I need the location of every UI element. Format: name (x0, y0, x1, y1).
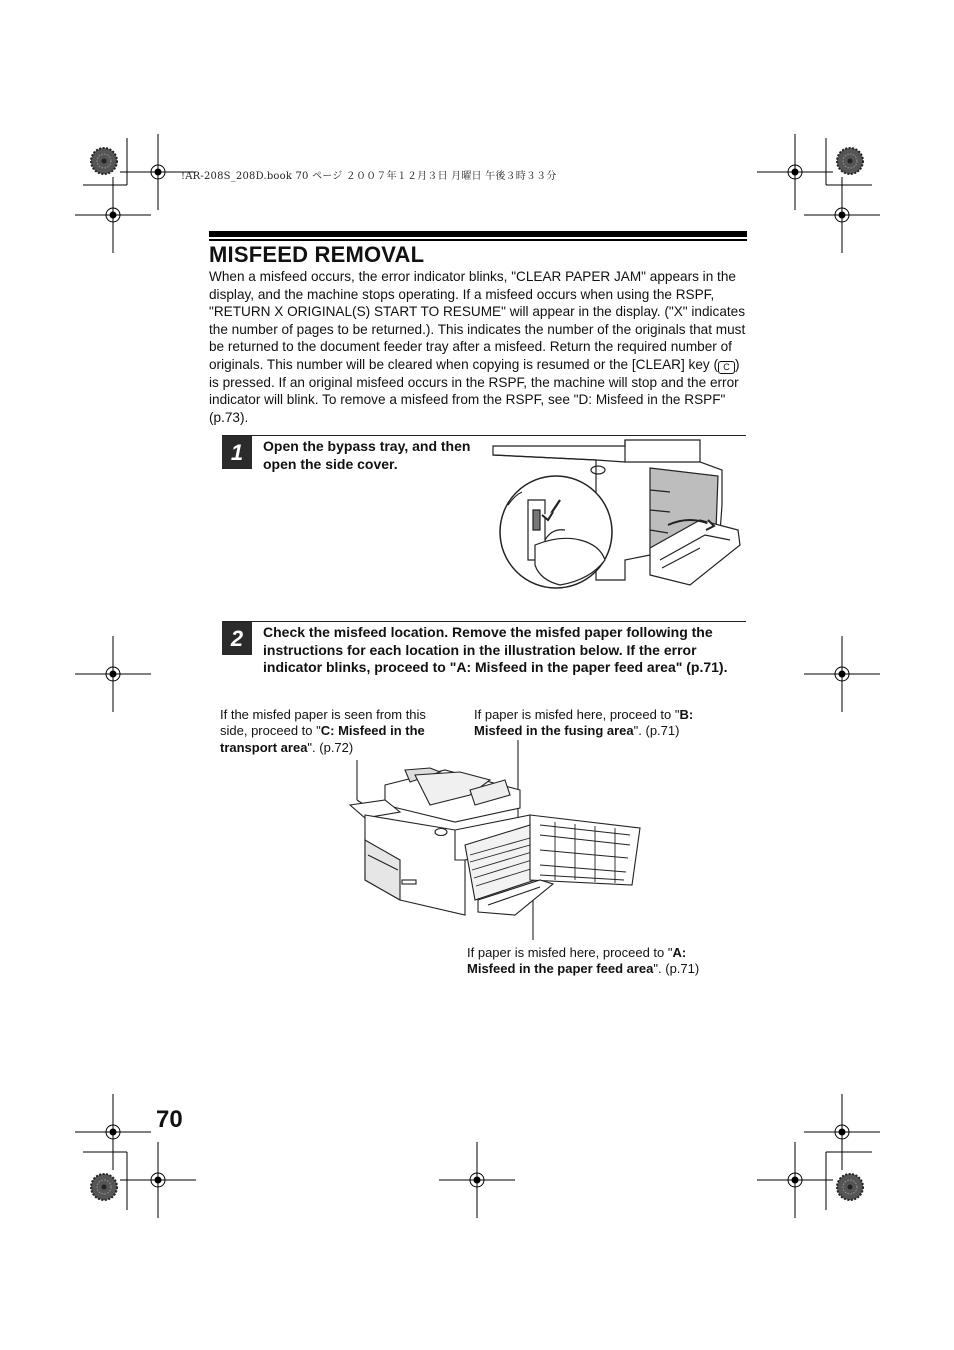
callout-transport-bold: C: Misfeed in the transport area (220, 723, 425, 755)
section-title: MISFEED REMOVAL (209, 242, 425, 267)
step-2-text: Check the misfeed location. Remove the misfed paper following the instructions for each location in the illustration below. If the error indicator blinks, proceed to "A: Misfeed in the paper feed area" (p.71). (263, 624, 728, 675)
callout-transport-text: If the misfed paper is seen from this side, proceed to " (220, 707, 426, 739)
callout-paper-feed-ref: ". (p.71) (653, 961, 700, 977)
callout-fusing-ref: ". (p.71) (633, 723, 680, 739)
print-header-info: !AR-208S_208D.book 70 ページ ２００７年１２月３日 月曜日 午後３時３３分 (181, 171, 557, 182)
clear-key-icon: C (718, 361, 735, 374)
callout-fusing-text: If paper is misfed here, proceed to " (474, 707, 680, 722)
callout-paper-feed-bold: A: Misfeed in the paper feed area (467, 945, 687, 977)
callout-paper-feed-text: If paper is misfed here, proceed to " (467, 945, 673, 960)
callout-fusing-bold: B: Misfeed in the fusing area (474, 707, 694, 739)
step-1-number: 1 (222, 436, 252, 469)
page-number: 70 (156, 1106, 183, 1133)
callout-transport-ref: ". (p.72) (307, 739, 354, 755)
intro-text-part2: ) is pressed. If an original misfeed occurs in the RSPF, the machine will stop and the error indicator will blink. To remove a misfeed from the RSPF, see "D: Misfeed in the RSPF" (p.73). (209, 356, 740, 425)
intro-text-part1: When a misfeed occurs, the error indicator blinks, "CLEAR PAPER JAM" appears in the display, and the machine stops operating. If a misfeed occurs when using the RSPF, "RETURN X ORIGINAL(S) START TO RESUME" will appear in the display. ("X" indicates the number of pages to be returned.). This indicates the number of the originals that must be returned to the document feeder tray after a misfeed. Return the required number of originals. This number will be cleared when copying is resumed or the [CLEAR] key ( (209, 269, 746, 372)
step-2-number: 2 (222, 622, 252, 655)
step-1-text: Open the bypass tray, and then open the side cover. (263, 438, 471, 472)
